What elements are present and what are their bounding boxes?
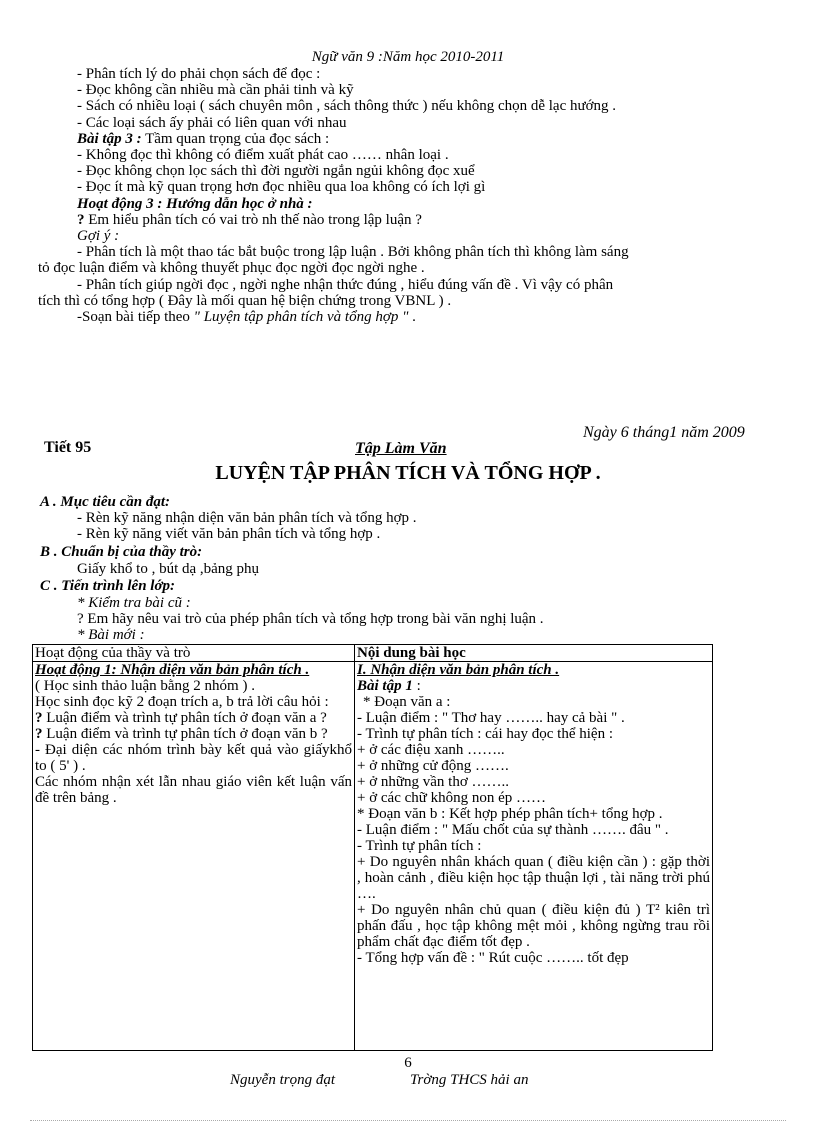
content-line: * Đoạn văn a : (363, 694, 451, 710)
content-lines (357, 694, 710, 966)
page-bottom-rule (30, 1120, 786, 1121)
activity-line: Các nhóm nhận xét lẫn nhau giáo viên kết luận vấn đề trên bảng . (35, 774, 352, 806)
section-b-item: Giấy khổ to , bút dạ ,bảng phụ (77, 561, 260, 577)
top-line: - Đọc ít mà kỹ quan trọng hơn đọc nhiều qua loa không có ích lợi gì (77, 179, 486, 195)
section-a-label: A . Mục tiêu cần đạt: (40, 494, 171, 510)
section-a-item: - Rèn kỹ năng nhận diện văn bản phân tích và tổng hợp . (77, 510, 417, 526)
top-line: - Phân tích là một thao tác bắt buộc trong lập luận . Bởi không phân tích thì không làm sáng (77, 244, 629, 260)
top-line: - Phân tích lý do phải chọn sách để đọc : (77, 66, 321, 82)
lesson-content-cell (355, 662, 713, 1051)
content-line: + Do nguyên nhân chủ quan ( điều kiện đủ ) T² kiên trì phấn đấu , học tập không mệt mỏi , không ngừng trau rồi phẩm chất đạc điểm tốt đẹp . (357, 902, 710, 950)
section-a-item: - Rèn kỹ năng viết văn bản phân tích và tổng hợp . (77, 526, 381, 542)
content-line: - Luận điểm : " Thơ hay …….. hay cả bài " . (357, 710, 625, 726)
bai-tap-1-label: Bài tập 1 (357, 678, 413, 694)
content-heading: I. Nhận diện văn bản phân tích . (357, 662, 560, 678)
activity-line: ( Học sinh thảo luận bằng 2 nhóm ) . (35, 678, 255, 694)
content-line: - Luận điểm : " Mấu chốt của sự thành ……. đâu " . (357, 822, 669, 838)
lesson-subject: Tập Làm Văn (355, 440, 447, 457)
activity-question (35, 710, 352, 726)
top-line: - Các loại sách ấy phải có liên quan với nhau (77, 115, 347, 131)
question-mark: ? (77, 212, 85, 228)
activity-question (35, 726, 352, 742)
content-line: * Đoạn văn b : Kết hợp phép phân tích+ tổng hợp . (357, 806, 663, 822)
table-header-right: Nội dung bài học (355, 645, 713, 662)
top-line: - Sách có nhiều loại ( sách chuyên môn , sách thông thức ) nếu không chọn dễ lạc hướng . (77, 98, 617, 114)
content-line: + ở các chữ không non ép …… (357, 790, 547, 806)
section-a-heading (40, 495, 170, 510)
question-text: Luận điểm và trình tự phân tích ở đoạn văn b ? (42, 726, 328, 742)
question-text: Em hiểu phân tích có vai trò nh thế nào trong lập luận ? (84, 212, 422, 228)
footer-school: Trờng THCS hải an (410, 1072, 529, 1088)
top-line: - Đọc không chọn lọc sách thì đời người ngắn ngủi không đọc xuể (77, 163, 475, 179)
section-c-heading: C . Tiến trình lên lớp: (40, 578, 176, 594)
lesson-table (32, 644, 713, 1051)
lesson-date: Ngày 6 tháng1 năm 2009 (583, 424, 745, 441)
homework-question (77, 213, 422, 228)
question-text: Luận điểm và trình tự phân tích ở đoạn văn a ? (42, 710, 327, 726)
bai-tap-3-line (77, 132, 329, 147)
page-number: 6 (404, 1055, 412, 1071)
top-line: - Không đọc thì không có điểm xuất phát cao …… nhân loại . (77, 147, 449, 163)
question-mark: ? (35, 726, 43, 742)
bai-tap-3-text: Tầm quan trọng của đọc sách : (141, 131, 330, 147)
top-line: tỏ đọc luận điểm và không thuyết phục đọc ngời đọc ngời nghe . (38, 260, 425, 276)
activity-line: Học sinh đọc kỹ 2 đoạn trích a, b trả lời câu hỏi : (35, 694, 329, 710)
activity-1-heading: Hoạt động 1: Nhận diện văn bản phân tích . (35, 662, 310, 678)
content-line: - Trình tự phân tích : cái hay đọc thể hiện : (357, 726, 614, 742)
hint-label: Gợi ý : (77, 228, 120, 244)
bai-moi: * Bài mới : (77, 627, 145, 643)
activity-line: - Đại diện các nhóm trình bày kết quả vào giấykhổ to ( 5' ) . (35, 742, 352, 774)
content-line: + ở những vần thơ …….. (357, 774, 510, 790)
content-line: - Trình tự phân tích : (357, 838, 482, 854)
footer-author: Nguyễn trọng đạt (230, 1072, 335, 1088)
table-header-left: Hoạt động của thầy và trò (33, 645, 355, 662)
top-line: - Phân tích giúp ngời đọc , ngời nghe nhận thức đúng , hiểu đúng vấn đề . Vì vậy có phân (77, 277, 614, 293)
next-lesson-line (77, 310, 416, 325)
bai-tap-1-colon: : (412, 678, 421, 694)
top-line: tích thì có tổng hợp ( Đây là mối quan hệ biện chứng trong VBNL ) . (38, 293, 452, 309)
bai-tap-3-label: Bài tập 3 : (77, 131, 142, 147)
lesson-title: LUYỆN TẬP PHÂN TÍCH VÀ TỔNG HỢP . (215, 462, 601, 484)
content-line: + Do nguyên nhân khách quan ( điều kiện cần ) : gặp thời , hoàn cảnh , điều kiện học tập thuận lợi , tài năng trời phú …. (357, 854, 710, 902)
section-b-heading: B . Chuẩn bị của thầy trò: (40, 544, 203, 560)
kiem-tra-question: ? Em hãy nêu vai trò của phép phân tích và tổng hợp trong bài văn nghị luận . (77, 611, 544, 627)
next-lesson-title: " Luyện tập phân tích và tổng hợp " (193, 309, 409, 325)
activity-3-heading: Hoạt động 3 : Hướng dẫn học ở nhà : (77, 196, 313, 212)
table-header-row (33, 645, 713, 662)
top-line: - Đọc không cần nhiều mà cần phải tinh và kỹ (77, 82, 354, 98)
content-line: - Tổng hợp vấn đề : " Rút cuộc …….. tốt đẹp (357, 950, 629, 966)
next-lesson-suffix: . (408, 309, 416, 325)
bai-tap-1-row (357, 678, 710, 694)
page-header: Ngữ văn 9 :Năm học 2010-2011 (311, 49, 505, 65)
kiem-tra-bai-cu: * Kiểm tra bài cũ : (77, 595, 191, 611)
next-lesson-prefix: -Soạn bài tiếp theo (77, 309, 194, 325)
content-line: + ở các điệu xanh …….. (357, 742, 505, 758)
lesson-number: Tiết 95 (44, 439, 92, 456)
content-line: + ở những cử động ……. (357, 758, 509, 774)
table-row (33, 662, 713, 1051)
question-mark: ? (35, 710, 43, 726)
teacher-student-activity-cell (33, 662, 355, 1051)
